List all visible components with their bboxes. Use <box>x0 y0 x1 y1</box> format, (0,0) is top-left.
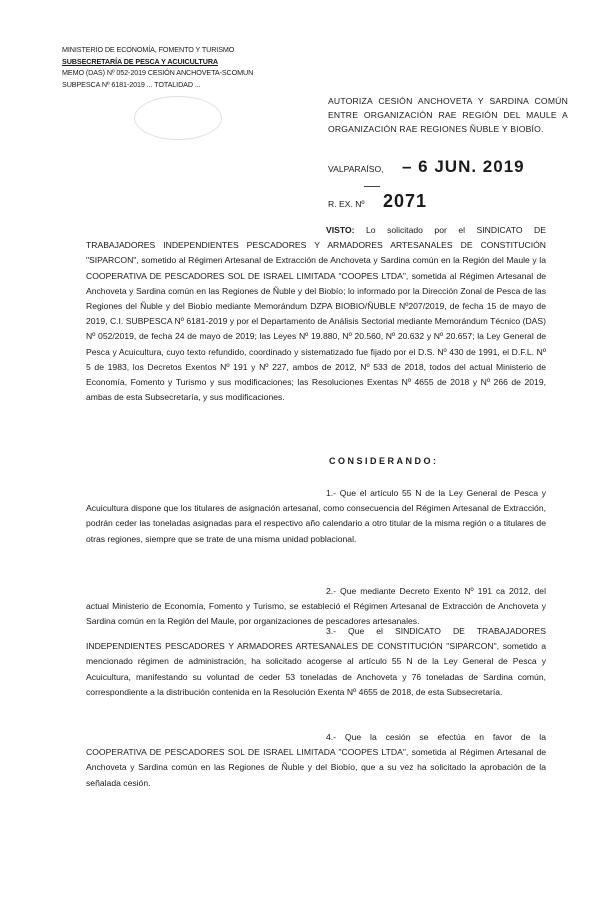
considerando-text-4: 4.- Que la cesión se efectúa en favor de la COOPERATIVA DE PESCADORES SOL DE ISRAEL LIMITADA "COOPES LTDA", sometida al Régimen Artesanal de Anchoveta y Sardina común en las Regiones de Ñuble y del Biobío, que a su vez ha solicitado la aprobación de la señalada cesión. <box>86 732 546 788</box>
memo-reference: MEMO (DAS) Nº 052-2019 CESIÓN ANCHOVETA-SCOMUN <box>62 68 254 77</box>
considerando-item-2 <box>86 584 546 630</box>
visto-text: Lo solicitado por el SINDICATO DE TRABAJADORES INDEPENDIENTES PESCADORES Y ARMADORES ARTESANALES DE CONSTITUCIÓN "SIPARCON", sometido al Régimen Artesanal de Extracción de Anchoveta y Sardina común en la Región del Maule y la COOPERATIVA DE PESCADORES SOL DE ISRAEL LIMITADA "COOPES LTDA", sometida al Régimen Artesanal de Anchoveta y Sardina común en las Regiones de Ñuble y del Biobío; lo informado por la Dirección Zonal de Pesca de las Regiones del Ñuble y del Biobío mediante Memorándum DZPA BIOBIO/ÑUBLE Nº207/2019, de fecha 15 de mayo de 2019, C.I. SUBPESCA Nº 6181-2019 y por el Departamento de Análisis Sectorial mediante Memorándum Técnico (DAS) Nº 052/2019, de fecha 24 de mayo de 2019; las Leyes Nº 19.880, Nº 20.560, Nº 20.632 y Nº 20.657; la Ley General de Pesca y Acuicultura, cuyo texto refundido, coordinado y sistematizado fue fijado por el D.S. Nº 430 de 1991, el D.F.L. Nº 5 de 1983, los Decretos Exentos Nº 191 y Nº 227, ambos de 2012, Nº 533 de 2018, todos del actual Ministerio de Economía, Fomento y Turismo y sus modificaciones; las Resoluciones Exentas Nº 4655 de 2018 y Nº 266 de 2019, ambas de esta Subsecretaría, y sus modificaciones. <box>86 225 546 403</box>
stamp-mark <box>364 186 380 187</box>
resolution-date: – 6 JUN. 2019 <box>402 157 525 176</box>
visto-paragraph <box>86 223 546 405</box>
subsecretaria-name: SUBSECRETARÍA DE PESCA Y ACUICULTURA <box>62 56 218 66</box>
considerando-item-1 <box>86 486 546 547</box>
place-label: VALPARAÍSO, <box>328 164 384 174</box>
considerando-text-1: 1.- Que el artículo 55 N de la Ley General de Pesca y Acuicultura dispone que los titulares de asignación artesanal, como consecuencia del Régimen Artesanal de Extracción, podrán ceder las toneladas asignadas para el respectivo año calendario a otro titular de la misma región o a titulares de otras regiones, siempre que se trate de una misma unidad poblacional. <box>86 488 546 544</box>
considerando-item-3 <box>86 624 546 700</box>
faded-stamp <box>134 96 222 140</box>
subpesca-reference: SUBPESCA Nº 6181-2019 ... TOTALIDAD ... <box>62 79 201 89</box>
considerando-text-3: 3.- Que el SINDICATO DE TRABAJADORES INDEPENDIENTES PESCADORES Y ARMADORES ARTESANALES DE CONSTITUCIÓN "SIPARCON", sometido a mencionado régimen de administración, ha solicitado acogerse al artículo 55 N de la Ley General de Pesca y Acuicultura, manifestando su voluntad de ceder 53 toneladas de Anchoveta y 76 toneladas de Sardina común, correspondiente a la distribución contenida en la Resolución Exenta Nº 4655 de 2018, de esta Subsecretaría. <box>86 626 546 697</box>
ministry-name: MINISTERIO DE ECONOMÍA, FOMENTO Y TURISMO <box>62 45 235 54</box>
considerando-text-2: 2.- Que mediante Decreto Exento Nº 191 ca 2012, del actual Ministerio de Economía, Fomento y Turismo, se estableció el Régimen Artesanal de Extracción de Anchoveta y Sardina común en la Región del Maule, por organizaciones de pescadores artesanales. <box>86 586 546 627</box>
visto-label: VISTO: <box>326 225 355 235</box>
ministry-header <box>62 44 272 90</box>
resolution-number: 2071 <box>383 191 428 211</box>
considerando-item-4 <box>86 730 546 791</box>
considerando-title: CONSIDERANDO: <box>329 456 439 466</box>
resolution-number-label: R. EX. Nº <box>328 199 365 209</box>
resolution-subject: AUTORIZA CESIÓN ANCHOVETA Y SARDINA COMÚN ENTRE ORGANIZACIÓN RAE REGIÓN DEL MAULE A ORGANIZACIÓN RAE REGIONES ÑUBLE Y BIOBÍO. <box>328 96 568 134</box>
